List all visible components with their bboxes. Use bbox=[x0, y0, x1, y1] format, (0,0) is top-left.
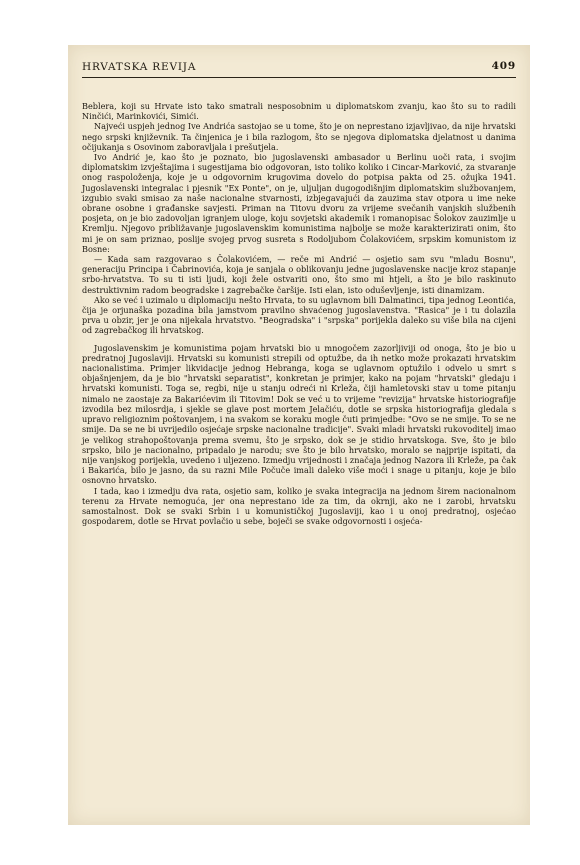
paragraph: — Kada sam razgovarao s Čolakovićem, — reče mi Andrić — osjetio sam svu "mladu Bosnu", generaciju Principa i Čabrinovića, koja je sanjala o oblikovanju jedne jugoslavenske nacije kroz stapanje srbo-hrvatstva. To su ti isti ljudi, koji žele ostvariti ono, što smo mi htjeli, a što je bilo raskinuto destruktivnim radom beogradske i zagrebačke čaršije. Isti elan, isto oduševljenje, isti dinamizam. bbox=[82, 254, 516, 295]
paragraph: Beblera, koji su Hrvate isto tako smatrali nesposobnim u diplomatskom zvanju, kao što su to radili Ninčići, Marinkovići, Simići. bbox=[82, 101, 516, 122]
article-body bbox=[82, 101, 516, 526]
running-header bbox=[82, 57, 516, 78]
scanned-page bbox=[68, 45, 530, 825]
paragraph: Najveći uspjeh jednog Ive Andrića sastojao se u tome, što je on neprestano izjavljivao, da nije hrvatski nego srpski književnik. Ta činjenica je i bila razlogom, što se njegova diplomatska djelatnost u danima očijukanja s Osovinom zaboravljala i prešutjela. bbox=[82, 121, 516, 152]
paragraph: Jugoslavenskim je komunistima pojam hrvatski bio u mnogočem zazorljiviji od onoga, što je bio u predratnoj Jugoslaviji. Hrvatski su komunisti strepili od optužbe, da ih netko može prokazati hrvatskim nacionalistima. Primjer likvidacije jednog Hebranga, koga se uglavnom optužilo i odvelo u smrt s objašnjenjem, da je bio "hrvatski separatist", konkretan je primjer, kako na pojam "hrvatski" gledaju i hrvatski komunisti. Toga se, regbi, nije u stanju odreći ni Krleža, čiji hamletovski stav u tome pitanju nimalo ne zaostaje za Bakarićevim ili Titovim! Dok se već u to vrijeme "revizija" hrvatske historiografije izvodila bez milosrdja, i sjekle se glave post mortem Jelačiću, dotle se srpska historiografija gledala s upravo religioznim poštovanjem, i na svakom se koraku mogle čuti primjedbe: "Ovo se ne smije. To se ne smije. Da se ne bi uvrijedilo osjećaje srpske nacionalne tradicije". Svaki mladi hrvatski rukovoditelj imao je velikog strahopoštovanja prema svemu, što je srpsko, dok se je stidio hrvatskoga. Sve, što je bilo srpsko, bilo je nacionalno, pripadalo je narodu; sve što je bilo hrvatsko, moralo se najprije ispitati, da nije vanjskog porijekla, uvedeno i uljezeno. Izmedju vrijednosti i značaja jednog Nazora ili Krleže, pa čak i Bakarića, bilo je jasno, da su razni Mile Počuče imali daleko više moći i snage u pitanju, koje je bilo osnovno hrvatsko. bbox=[82, 342, 516, 486]
paragraph: I tada, kao i izmedju dva rata, osjetio sam, koliko je svaka integracija na jednom širem nacionalnom terenu za Hrvate nemoguća, jer ona neprestano ide za tim, da okrnji, ako ne i zarobi, hrvatsku samostalnost. Dok se svaki Srbin i u komunističkoj Jugoslaviji, kao i u onoj predratnoj, osjećao gospodarem, dotle se Hrvat povlačio u sebe, boječi se svake odgovornosti i osjeća- bbox=[82, 485, 516, 527]
paragraph: Ivo Andrić je, kao što je poznato, bio jugoslavenski ambasador u Berlinu uoči rata, i svojim diplomatskim izvještajima i sugestijama bio odgovoran, isto toliko koliko i Cincar-Marković, za stvaranje onog raspoloženja, koje je u odgovornim krugovima dovelo do potpisa pakta od 25. ožujka 1941. Jugoslavenski integralac i pjesnik "Ex Ponte", on je, uljuljan dugogodišnjim diplomatskim službovanjem, izgubio svaki smisao za naše nacionalne stvarnosti, izbjegavajući da zauzima stav otpora u ime neke obrane osobne i građanske savjesti. Priman na Titovu dvoru za vrijeme svečanih vanjskih službenih posjeta, on je bio zadovoljan igranjem uloge, koju sovjetski akademik i romanopisac Šolokov zauzimlje u Kremlju. Njegovo približavanje jugoslavenskim komunistima najbolje se može karakterizirati onim, što mi je on sam priznao, poslije svojeg prvog susreta s Rodoljubom Čolakovićem, srpskim komunistom iz Bosne: bbox=[82, 152, 516, 254]
page-number: 409 bbox=[491, 60, 516, 72]
journal-title: HRVATSKA REVIJA bbox=[82, 61, 197, 73]
paragraph: Ako se već i uzimalo u diplomaciju nešto Hrvata, to su uglavnom bili Dalmatinci, tipa jednog Leontića, čija je orjunaška pozadina bila jamstvom pravilno shvaćenog jugoslavenstva. "Rasica" je i tu dolazila prva u obzir, jer je ona nijekala hrvatstvo. "Beogradska" i "srpska" porijekla daleko su više bila na cijeni od zagrebačkog ili hrvatskog. bbox=[82, 294, 516, 336]
